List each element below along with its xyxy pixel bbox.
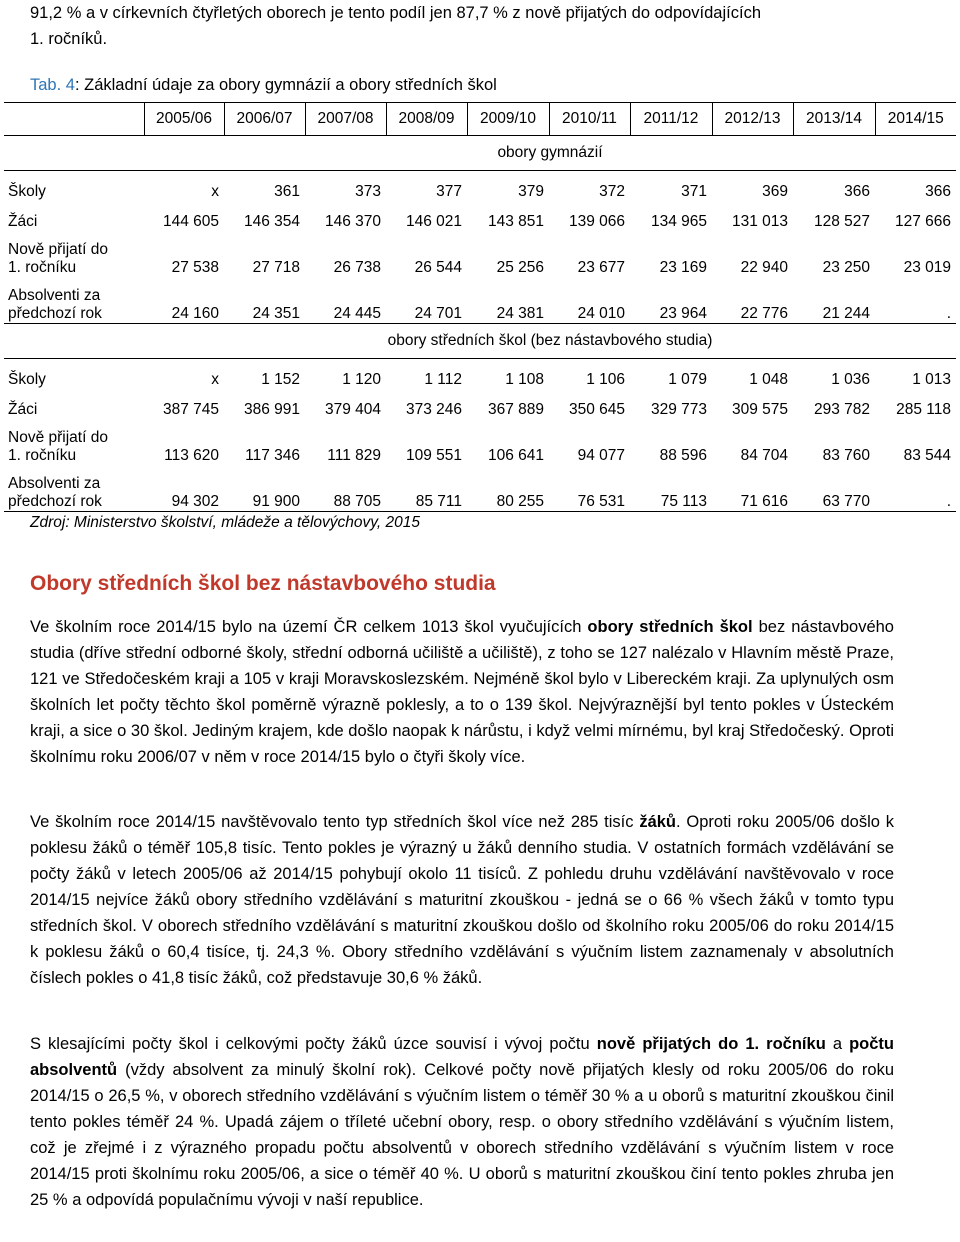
p1-text-a: Ve školním roce 2014/15 bylo na území ČR celkem 1013 škol vyučujících — [30, 618, 588, 636]
year-header: 2005/06 — [144, 103, 224, 136]
row-label-line: předchozí rok — [8, 493, 102, 510]
year-header: 2008/09 — [386, 103, 467, 136]
paragraph-3 — [30, 1031, 894, 1213]
year-header: 2013/14 — [793, 103, 875, 136]
row-label — [4, 201, 144, 231]
table-cell: 88 596 — [659, 447, 707, 464]
table-cell: 94 077 — [577, 447, 625, 464]
row-label-line: Žáci — [8, 213, 38, 230]
table-cell: 75 113 — [630, 465, 712, 512]
table-cell: 143 851 — [487, 213, 544, 230]
table-caption — [30, 76, 497, 95]
table-cell: 361 — [274, 183, 300, 200]
section-title: obory středních škol (bez nástavbového studia) — [144, 324, 956, 359]
table-cell: 23 964 — [630, 277, 712, 324]
table-cell: 144 605 — [162, 213, 219, 230]
table-cell: 91 900 — [224, 465, 305, 512]
year-header-row — [4, 103, 956, 136]
header-corner — [4, 103, 144, 136]
table-cell: 350 645 — [568, 401, 625, 418]
table-cell: 85 711 — [386, 465, 467, 512]
row-label — [4, 359, 144, 390]
table-cell: 117 346 — [245, 447, 300, 464]
row-label-line: Nově přijatí do — [8, 241, 108, 258]
table-cell: 106 641 — [487, 447, 544, 464]
table-cell: 23 677 — [577, 259, 625, 276]
table-cell: 146 021 — [405, 213, 462, 230]
table-cell: 24 010 — [549, 277, 630, 324]
paragraph-2 — [30, 809, 894, 991]
row-label-line: Absolventi za — [8, 287, 101, 304]
row-label-line: Nově přijatí do — [8, 429, 108, 446]
table-cell: 366 — [925, 183, 951, 200]
table-cell: 1 106 — [586, 371, 625, 388]
table-cell: 1 108 — [505, 371, 544, 388]
table-cell: 113 620 — [164, 447, 219, 464]
row-label-line: Školy — [8, 183, 46, 200]
table-row — [4, 277, 956, 324]
p3-text-c: a — [825, 1035, 850, 1053]
table-cell: 139 066 — [568, 213, 625, 230]
table-cell: 22 940 — [740, 259, 788, 276]
table-cell: 1 112 — [424, 371, 462, 388]
table-cell: 309 575 — [731, 401, 788, 418]
table-cell: x — [211, 183, 219, 200]
table-cell: 71 616 — [712, 465, 793, 512]
section-title-row — [4, 324, 956, 359]
table-cell: 134 965 — [650, 213, 707, 230]
year-header: 2012/13 — [712, 103, 793, 136]
table-cell: 26 544 — [414, 259, 462, 276]
table-cell: 24 445 — [305, 277, 386, 324]
table-row — [4, 171, 956, 202]
table-cell: 76 531 — [549, 465, 630, 512]
intro-line-1: 91,2 % a v církevních čtyřletých oborech je tento podíl jen 87,7 % z nově přijatých do odpovídajících — [30, 4, 761, 22]
row-label — [4, 389, 144, 419]
table-cell: 23 169 — [659, 259, 707, 276]
table-cell: 84 704 — [740, 447, 788, 464]
row-label-line: Školy — [8, 371, 46, 388]
row-label-line: Absolventi za — [8, 475, 101, 492]
row-label — [4, 277, 144, 324]
year-header: 2009/10 — [467, 103, 549, 136]
year-header: 2006/07 — [224, 103, 305, 136]
table-cell: 387 745 — [162, 401, 219, 418]
intro-line-2: 1. ročníků. — [30, 30, 108, 48]
table-cell: 111 829 — [327, 447, 381, 464]
table-cell: 127 666 — [894, 213, 951, 230]
table-cell: 367 889 — [487, 401, 544, 418]
row-label-line: předchozí rok — [8, 305, 102, 322]
table-row — [4, 389, 956, 419]
table-cell: 285 118 — [896, 401, 951, 418]
table-cell: 146 370 — [324, 213, 381, 230]
row-label-line: 1. ročníku — [8, 447, 77, 464]
source-note: Zdroj: Ministerstvo školství, mládeže a tělovýchovy, 2015 — [30, 514, 420, 531]
table-cell: 23 250 — [822, 259, 870, 276]
table-cell: 63 770 — [793, 465, 875, 512]
table-cell: 371 — [681, 183, 707, 200]
table-row — [4, 465, 956, 512]
table-cell: 379 — [518, 183, 544, 200]
table-cell: 24 160 — [144, 277, 224, 324]
row-label-line: Žáci — [8, 401, 38, 418]
table-number: Tab. 4 — [30, 76, 75, 94]
table-cell: 1 036 — [831, 371, 870, 388]
table-cell: 379 404 — [324, 401, 381, 418]
table-cell: 83 760 — [822, 447, 870, 464]
p2-text-c: . Oproti roku 2005/06 došlo k poklesu žáků o téměř 105,8 tisíc. Tento pokles je výrazný u žáků denního studia. V ostatních formách vzdělávání se počty žáků v letech 2005/06 až 2014/15 pohybují okolo 11 tisíců. Z pohledu druhu vzdělávání navštěvovalo v roce 2014/15 nejvíce žáků obory středního vzdělávání s maturitní zkouškou - jedná se o 66 % všech žáků v tomto typu středních škol. V oborech středního vzdělávání s maturitní zkouškou došlo od školního roku 2005/06 do roku 2014/15 k poklesu žáků o 60,4 tisíce, tj. 24,3 %. Obory středního vzdělávání s výučním listem zaznamenaly v absolutních číslech pokles o 41,8 tisíc žáků, což představuje 30,6 % žáků. — [30, 813, 894, 987]
table-caption-text: : Základní údaje za obory gymnázií a obory středních škol — [74, 76, 497, 94]
table-cell: 377 — [436, 183, 462, 200]
table-cell: 1 152 — [261, 371, 300, 388]
p2-text-a: Ve školním roce 2014/15 navštěvovalo tento typ středních škol více než 285 tisíc — [30, 813, 640, 831]
table-cell: 293 782 — [813, 401, 870, 418]
table-cell: 1 079 — [668, 371, 707, 388]
p1-bold: obory středních škol — [587, 618, 753, 636]
row-label-line: 1. ročníku — [8, 259, 77, 276]
table-cell: 23 019 — [903, 259, 951, 276]
table-cell: . — [875, 277, 956, 324]
table-cell: 94 302 — [144, 465, 224, 512]
table-cell: 373 — [355, 183, 381, 200]
table-cell: 1 013 — [912, 371, 951, 388]
table-cell: 386 991 — [243, 401, 300, 418]
table-cell: 24 381 — [467, 277, 549, 324]
table-cell: 146 354 — [243, 213, 300, 230]
table-cell: 27 538 — [171, 259, 219, 276]
year-header: 2014/15 — [875, 103, 956, 136]
table-cell: 366 — [844, 183, 870, 200]
year-header: 2007/08 — [305, 103, 386, 136]
table-cell: . — [875, 465, 956, 512]
year-header: 2010/11 — [549, 103, 630, 136]
p3-text-a: S klesajícími počty škol i celkovými počty žáků úzce souvisí i vývoj počtu — [30, 1035, 597, 1053]
table-cell: 128 527 — [813, 213, 870, 230]
row-label — [4, 465, 144, 512]
p3-bold-2: počtu absolventů — [30, 1035, 894, 1079]
table-cell: 1 120 — [342, 371, 381, 388]
row-label — [4, 419, 144, 465]
table-cell: 131 013 — [731, 213, 788, 230]
section-title-row — [4, 136, 956, 171]
table-row — [4, 359, 956, 390]
table-cell: 369 — [762, 183, 788, 200]
table-row — [4, 231, 956, 277]
table-cell: 22 776 — [712, 277, 793, 324]
intro-text — [30, 0, 930, 52]
table-cell: 1 048 — [749, 371, 788, 388]
p3-bold-1: nově přijatých do 1. ročníku — [596, 1035, 826, 1053]
table-cell: 88 705 — [305, 465, 386, 512]
table-cell: 83 544 — [903, 447, 951, 464]
data-table — [4, 102, 956, 512]
p2-bold: žáků — [639, 813, 676, 831]
table-cell: 109 551 — [405, 447, 462, 464]
section-title: obory gymnázií — [144, 136, 956, 171]
table-cell: 24 351 — [224, 277, 305, 324]
table-cell: 26 738 — [333, 259, 381, 276]
table-cell: 373 246 — [405, 401, 462, 418]
table-cell: 25 256 — [496, 259, 544, 276]
table-cell: 329 773 — [650, 401, 707, 418]
table-body — [4, 103, 956, 512]
table-cell: 24 701 — [386, 277, 467, 324]
table-cell: 372 — [599, 183, 625, 200]
table-cell: x — [211, 371, 219, 388]
section-heading: Obory středních škol bez nástavbového studia — [30, 572, 496, 595]
row-label — [4, 231, 144, 277]
p1-text-c: bez nástavbového studia (dříve střední odborné školy, střední odborná učiliště a učiliště), z toho se 127 nalézalo v Hlavním městě Praze, 121 ve Středočeském kraji a 105 v kraji Moravskoslezském. Nejméně škol bylo v Libereckém kraji. Za uplynulých osm školních let počty těchto škol poměrně výrazně poklesly, a to o 139 škol. Nejvýraznější byl tento pokles v Ústeckém kraji, a sice o 30 škol. Jediným krajem, kde došlo naopak k nárůstu, i když velmi mírnému, byl kraj Středočeský. Oproti školnímu roku 2006/07 v něm v roce 2014/15 bylo o čtyři školy více. — [30, 618, 894, 766]
table-cell: 80 255 — [467, 465, 549, 512]
table-cell: 21 244 — [793, 277, 875, 324]
year-header: 2011/12 — [630, 103, 712, 136]
table-cell: 27 718 — [252, 259, 300, 276]
paragraph-1 — [30, 614, 894, 770]
section-title-spacer — [4, 136, 144, 171]
section-title-spacer — [4, 324, 144, 359]
table-row — [4, 419, 956, 465]
table-row — [4, 201, 956, 231]
row-label — [4, 171, 144, 202]
p3-text-e: (vždy absolvent za minulý školní rok). Celkové počty nově přijatých klesly od roku 2005/06 do roku 2014/15 o 26,5 %, v oborech středního vzdělávání s výučním listem o téměř 30 % a u oborů s maturitní zkouškou činil tento pokles téměř 24 %. Upadá zájem o tříleté učební obory, resp. o obory středního vzdělávání s výučním listem, což je zřejmé i z výrazného propadu počtu absolventů v oborech středního vzdělávání s výučním listem v roce 2014/15 proti školnímu roku 2005/06, a sice o téměř 40 %. U oborů s maturitní zkouškou činí tento pokles zhruba jen 25 % a odpovídá populačnímu vývoji v naší republice. — [30, 1061, 894, 1209]
